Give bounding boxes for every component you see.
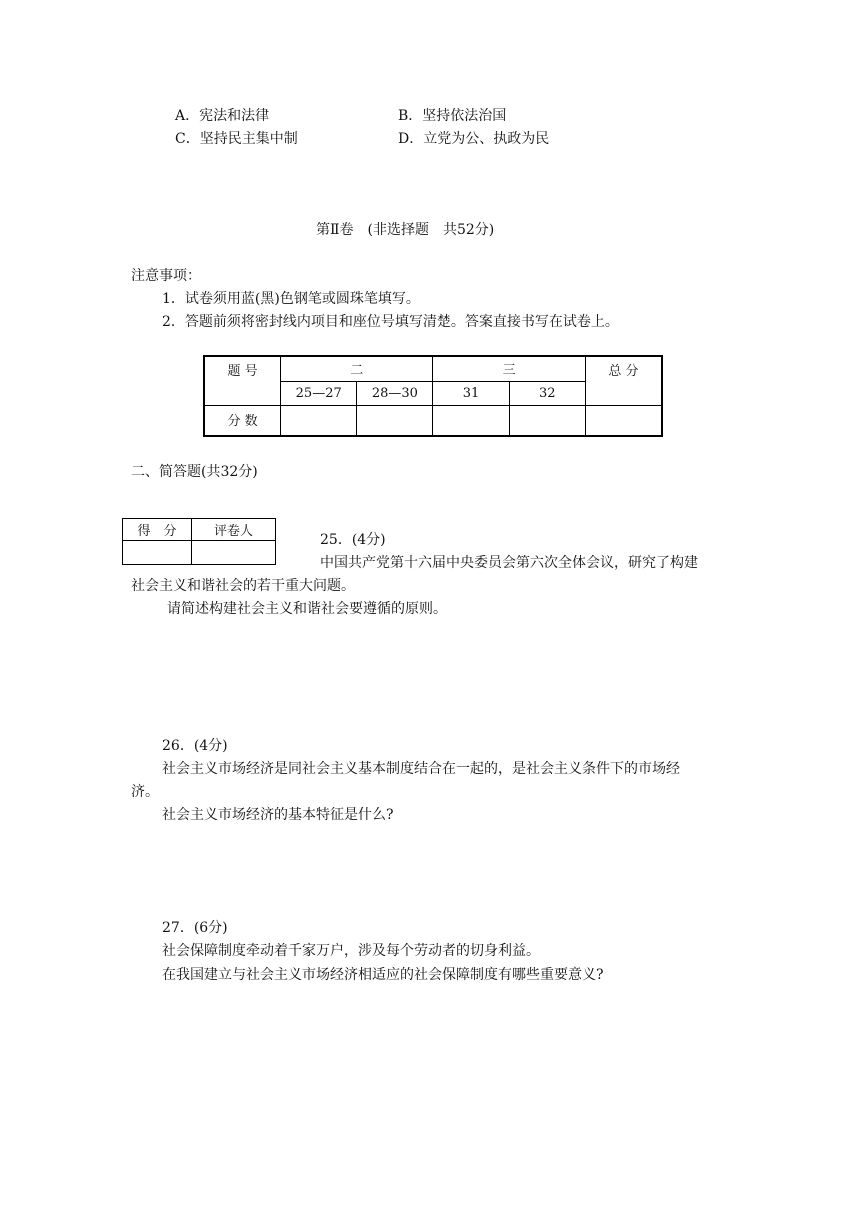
score-table-col: 32 xyxy=(509,381,585,405)
q26-line2: 济。 xyxy=(131,784,159,800)
score-cell-input[interactable] xyxy=(585,405,662,436)
q27-ask: 在我国建立与社会主义市场经济相适应的社会保障制度有哪些重要意义? xyxy=(162,967,604,983)
q25-number: 25．(4分) xyxy=(320,532,386,548)
notice-item-2: 2．答题前须将密封线内项目和座位号填写清楚。答案直接书写在试卷上。 xyxy=(162,314,619,330)
grader-table xyxy=(122,518,276,565)
option-d: D．立党为公、执政为民 xyxy=(398,131,550,147)
score-cell-input[interactable] xyxy=(357,405,433,436)
q27-number: 27．(6分) xyxy=(162,920,228,936)
q26-ask: 社会主义市场经济的基本特征是什么? xyxy=(162,807,394,823)
grader-table-grader-label: 评卷人 xyxy=(192,519,276,541)
q25-line2: 社会主义和谐社会的若干重大问题。 xyxy=(131,578,355,594)
option-a: A．宪法和法律 xyxy=(175,108,270,124)
score-table-label-score: 分 数 xyxy=(204,405,281,436)
score-table xyxy=(203,355,663,437)
q27-line1: 社会保障制度牵动着千家万户，涉及每个劳动者的切身利益。 xyxy=(162,943,540,959)
section-title: 二、简答题(共32分) xyxy=(131,464,258,480)
score-table-group-three: 三 xyxy=(433,356,585,381)
score-table-col: 28—30 xyxy=(357,381,433,405)
notice-title: 注意事项： xyxy=(131,268,201,284)
q25-ask: 请简述构建社会主义和谐社会要遵循的原则。 xyxy=(167,601,447,617)
option-b: B．坚持依法治国 xyxy=(398,108,507,124)
q26-line1: 社会主义市场经济是同社会主义基本制度结合在一起的，是社会主义条件下的市场经 xyxy=(162,761,680,777)
score-table-group-two: 二 xyxy=(281,356,433,381)
score-table-label-number: 题 号 xyxy=(204,356,281,405)
notice-item-1: 1．试卷须用蓝(黑)色钢笔或圆珠笔填写。 xyxy=(162,291,420,307)
score-cell-input[interactable] xyxy=(433,405,509,436)
score-cell-input[interactable] xyxy=(281,405,357,436)
q26-number: 26．(4分) xyxy=(162,738,228,754)
part2-heading: 第Ⅱ卷 (非选择题 共52分) xyxy=(316,222,495,238)
grader-table-score-label: 得 分 xyxy=(123,519,192,541)
score-table-total: 总 分 xyxy=(585,356,662,405)
score-table-col: 25—27 xyxy=(281,381,357,405)
grader-score-input[interactable] xyxy=(123,541,192,565)
score-cell-input[interactable] xyxy=(509,405,585,436)
q25-line1: 中国共产党第十六届中央委员会第六次全体会议，研究了构建 xyxy=(320,555,698,571)
score-table-col: 31 xyxy=(433,381,509,405)
option-c: C．坚持民主集中制 xyxy=(175,131,298,147)
grader-name-input[interactable] xyxy=(192,541,276,565)
